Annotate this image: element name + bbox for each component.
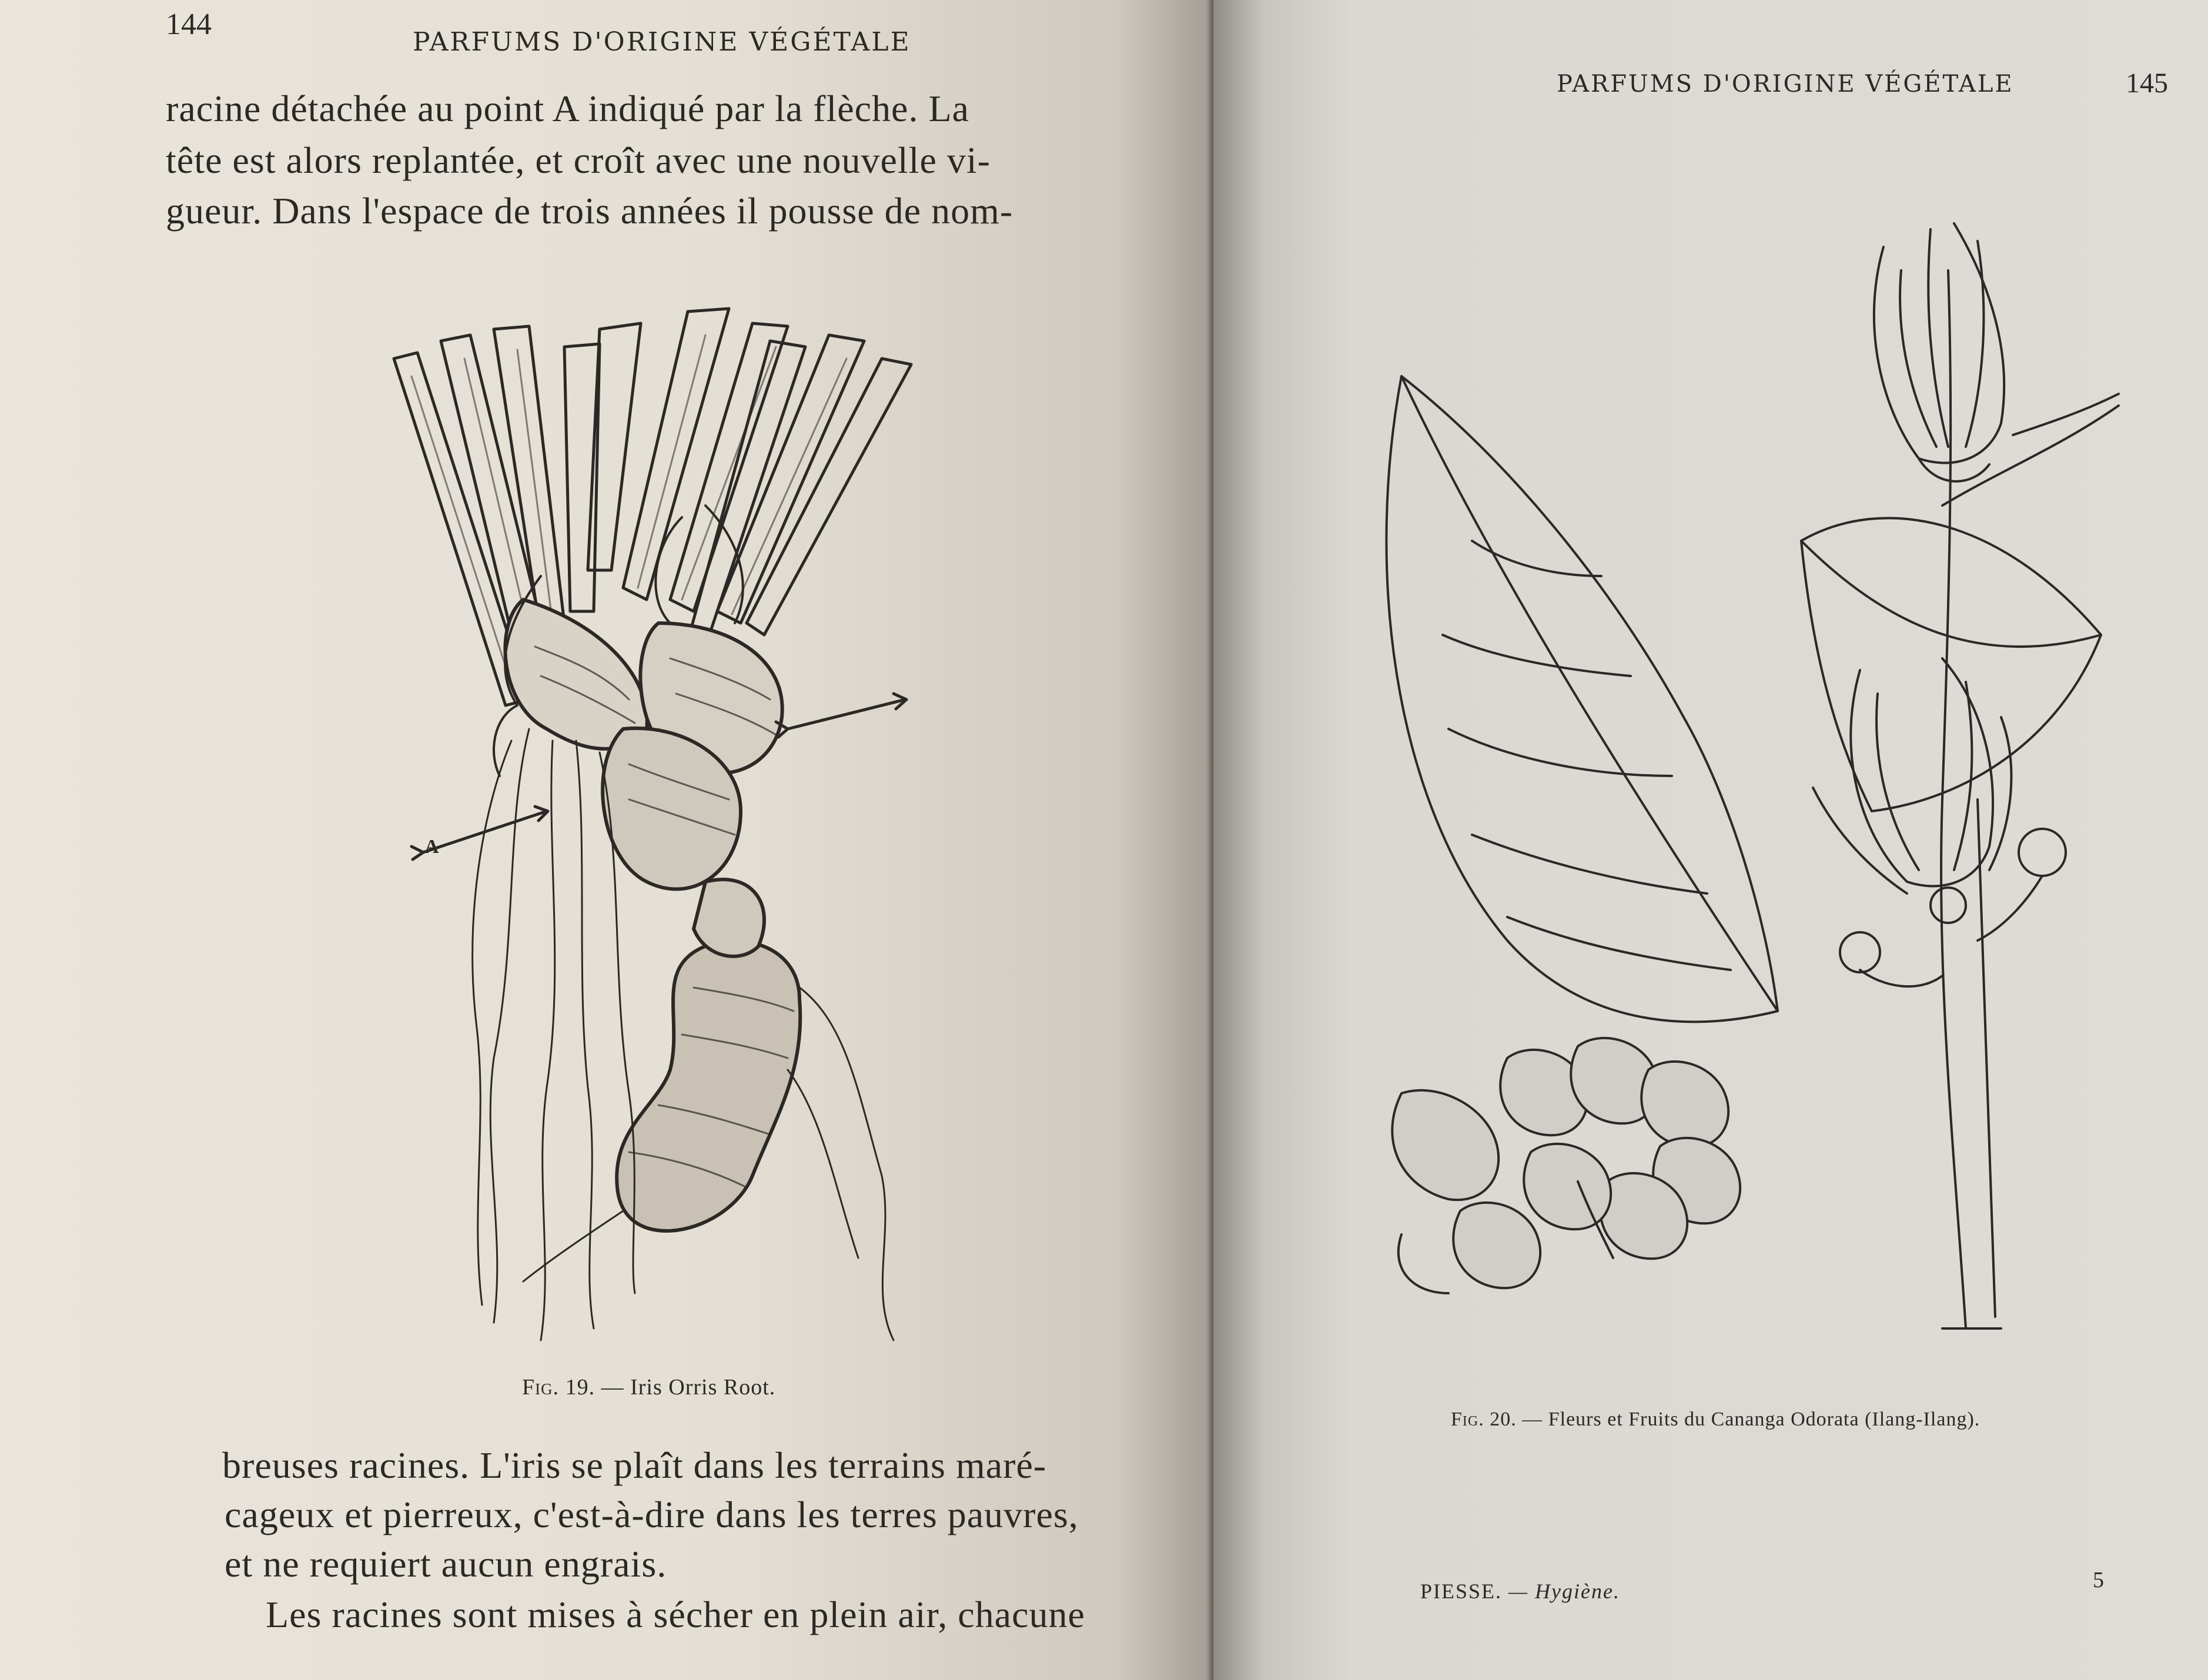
figure-number: Fig. 20. (1451, 1408, 1517, 1430)
footer-title: — Hygiène. (1508, 1579, 1620, 1603)
text-line: breuses racines. L'iris se plaît dans les terrains maré- (222, 1444, 1047, 1486)
iris-root-illustration (376, 294, 941, 1364)
text-line: gueur. Dans l'espace de trois années il pousse de nom- (166, 190, 1013, 232)
caption-text: — Fleurs et Fruits du Cananga Odorata (Ilang-Ilang). (1522, 1408, 1980, 1430)
right-page (1213, 0, 2208, 1680)
text-line: tête est alors replantée, et croît avec une nouvelle vi- (166, 139, 991, 181)
figure-number: Fig. 19. (522, 1375, 596, 1400)
cananga-illustration (1354, 212, 2189, 1399)
page-footer (1420, 1579, 1620, 1604)
figure-caption-19 (522, 1374, 775, 1400)
footer-author: PIESSE. (1420, 1579, 1503, 1603)
caption-text: — Iris Orris Root. (601, 1375, 776, 1400)
page-number-left: 144 (166, 8, 212, 41)
text-line: et ne requiert aucun engrais. (225, 1543, 667, 1585)
text-line: cageux et pierreux, c'est-à-dire dans les terres pauvres, (225, 1494, 1079, 1535)
figure-label-a: A (424, 836, 440, 858)
running-head-left: PARFUMS D'ORIGINE VÉGÉTALE (413, 27, 911, 57)
signature-mark: 5 (2093, 1568, 2105, 1592)
text-line: Les racines sont mises à sécher en plein air, chacune (266, 1594, 1085, 1635)
figure-caption-20 (1451, 1408, 1980, 1431)
running-head-right: PARFUMS D'ORIGINE VÉGÉTALE (1557, 71, 2014, 98)
page-number-right: 145 (2126, 68, 2168, 99)
text-line: racine détachée au point A indiqué par la flèche. La (166, 88, 969, 129)
